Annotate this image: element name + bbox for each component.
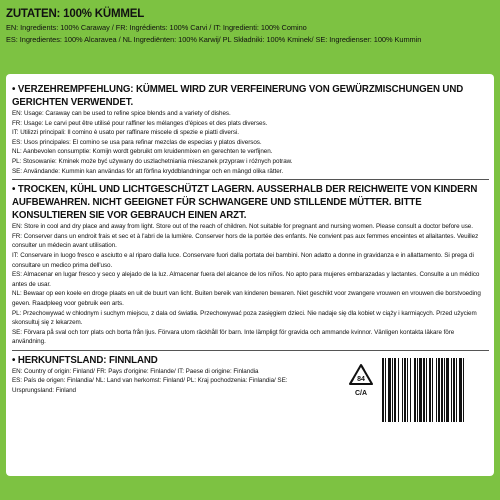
origin-line: Ursprungsland: Finland xyxy=(12,387,77,395)
storage-line: FR: Conserver dans un endroit frais et sec et à l'abri de la lumière. Conserver hors de la portée des enfants. Ne convient pas aux femmes enceintes et allaitantes. Veuillez consulter un médecin avant utilisation. xyxy=(12,232,479,250)
usage-line: PL: Stosowanie: Kminek może być używany do uszlachetniania mieszanek przypraw i różnych potraw. xyxy=(12,157,293,165)
origin-heading: • HERKUNFTSLAND: FINNLAND xyxy=(12,354,158,366)
usage-line: ES: Usos principales: El comino se usa para refinar mezclas de especias y platos diversos. xyxy=(12,138,262,146)
bottom-strip xyxy=(0,476,500,500)
ingredients-title: ZUTATEN: 100% KÜMMEL xyxy=(6,8,145,20)
usage-section xyxy=(12,83,489,176)
usage-line: SE: Användande: Kummin kan användas för att förfina kryddblandningar och en mängd olika rätter. xyxy=(12,167,284,175)
origin-line: ES: País de origen: Finlandia/ NL: Land van herkomst: Finland/ PL: Kraj pochodzenia: Finlandia/ SE: xyxy=(12,377,288,385)
storage-section xyxy=(12,183,489,347)
info-panel xyxy=(6,74,494,476)
storage-line: IT: Conservare in luogo fresco e asciutto e al riparo dalla luce. Conservare fuori dalla portata dei bambini. Non adatto a donne in gravidanza e in allattamento. Si prega di consultare un medico prima dell'uso. xyxy=(12,251,474,269)
barcode-bar xyxy=(464,358,466,422)
ingredients-header xyxy=(0,0,500,72)
usage-line: NL: Aanbevolen consumptie: Komijn wordt gebruikt om kruidenmixen en gerechten te verfijnen. xyxy=(12,148,273,156)
recycle-code: 84 xyxy=(357,375,365,383)
section-divider xyxy=(12,350,489,351)
usage-line: IT: Utilizzi principali: Il comino è usato per raffinare miscele di spezie e piatti diversi. xyxy=(12,129,239,137)
storage-line: PL: Przechowywać w chłodnym i suchym miejscu, z dala od światła. Przechowywać poza zasięgiem dzieci. Nie nadaje się dla kobiet w ciąży i karmiących. Przed użyciem skonsultuj się z lekarzem. xyxy=(12,309,477,327)
storage-line: ES: Almacenar en lugar fresco y seco y alejado de la luz. Almacenar fuera del alcance de los niños. No apto para mujeres embarazadas y lactantes. Consulte a un médico antes de usar. xyxy=(12,271,480,288)
storage-heading: • TROCKEN, KÜHL UND LICHTGESCHÜTZT LAGERN. AUSSERHALB DER REICHWEITE VON KINDERN AUFBEWAHREN. NICHT GEEIGNET FÜR SCHWANGERE UND STILLENDE MÜTTER. BITTE KONSULTIEREN SIE VOR GEBRAUCH EINEN ARZT. xyxy=(12,184,478,222)
storage-line: SE: Förvara på sval och torr plats och borta från ljus. Förvara utom räckhåll för barn. Inte lämpligt för gravida och ammande kvinnor. Vänligen kontakta läkare före användning. xyxy=(12,328,455,346)
barcode xyxy=(382,358,492,422)
ingredients-line: ES: Ingredientes: 100% Alcaravea / NL Ingrediënten: 100% Karwij/ PL Składniki: 100% Kminek/ SE: Ingredienser: 100% Kummin xyxy=(6,35,422,44)
origin-section xyxy=(12,354,489,396)
usage-line: FR: Usage: Le carvi peut être utilisé pour raffiner les mélanges d'épices et des plats diverses. xyxy=(12,119,268,127)
storage-line: EN: Store in cool and dry place and away from light. Store out of the reach of children. Not suitable for pregnant and nursing women. Please consult a doctor before use. xyxy=(12,223,473,231)
origin-line: EN: Country of origin: Finland/ FR: Pays d'origine: Finlande/ IT: Paese di origine: Finlandia xyxy=(12,367,259,375)
section-divider xyxy=(12,179,489,180)
usage-line: EN: Usage: Caraway can be used to refine spice blends and a variety of dishes. xyxy=(12,110,231,117)
usage-heading: • VERZEHREMPFEHLUNG: KÜMMEL WIRD ZUR VERFEINERUNG VON GEWÜRZMISCHUNGEN UND GERICHTEN VERWENDET. xyxy=(12,84,464,108)
storage-line: NL: Bewaar op een koele en droge plaats en uit de buurt van licht. Buiten bereik van kinderen bewaren. Niet geschikt voor zwangere vrouwen en vrouwen die borstvoeding geven. Raadpleeg voor gebruik een arts. xyxy=(12,290,481,307)
ingredients-line: EN: Ingredients: 100% Caraway / FR: Ingrédients: 100% Carvi / IT: Ingredienti: 100% Comino xyxy=(6,23,307,32)
recycling-symbol-icon xyxy=(347,362,375,408)
recycle-sub: C/A xyxy=(354,389,368,397)
